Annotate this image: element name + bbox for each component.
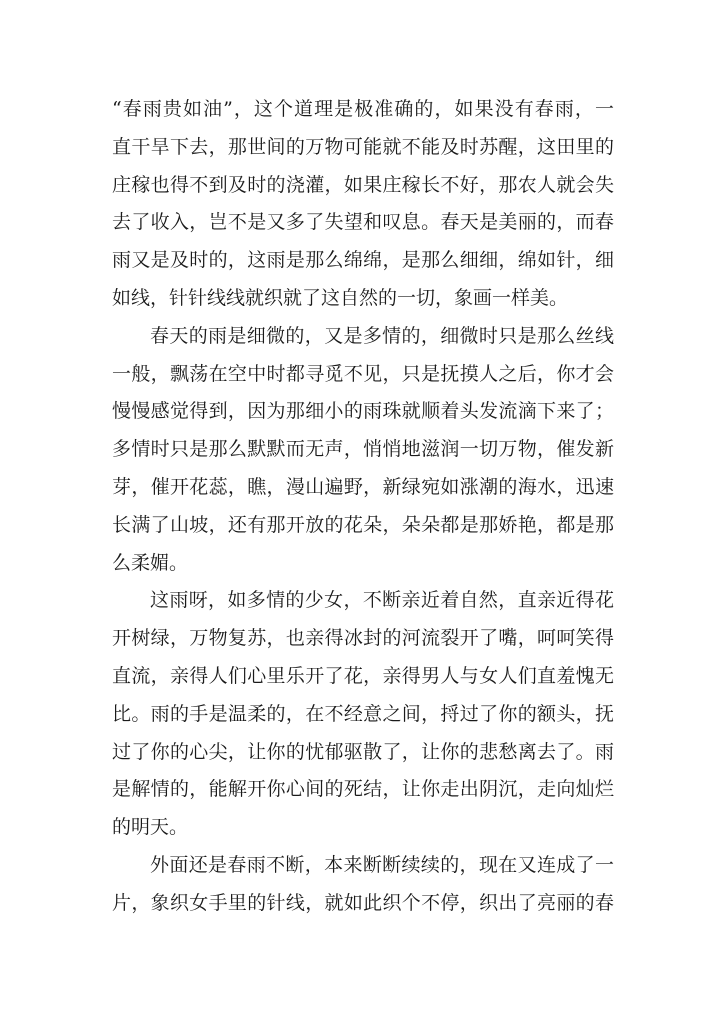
paragraph-1-line-6: 如线，针针线线就织就了这自然的一切，象画一样美。	[112, 286, 569, 309]
paragraph-2-line-2: 一般，飘荡在空中时都寻觅不见，只是抚摸人之后，你才会	[112, 362, 614, 385]
paragraph-1-line-3: 庄稼也得不到及时的浇灌，如果庄稼长不好，那农人就会失	[112, 173, 614, 196]
paragraph-3-line-3: 直流，亲得人们心里乐开了花，亲得男人与女人们直羞愧无	[112, 664, 614, 687]
paragraph-3-line-2: 开树绿，万物复苏，也亲得冰封的河流裂开了嘴，呵呵笑得	[112, 627, 614, 650]
paragraph-2-line-1: 春天的雨是细微的，又是多情的，细微时只是那么丝线	[150, 324, 614, 347]
paragraph-1-line-1: “春雨贵如油”，这个道理是极准确的，如果没有春雨，一	[112, 98, 614, 120]
paragraph-2-line-3: 慢慢感觉得到，因为那细小的雨珠就顺着头发流滴下来了；	[112, 400, 614, 423]
paragraph-1-line-4: 去了收入，岂不是又多了失望和叹息。春天是美丽的，而春	[112, 211, 614, 234]
paragraph-2-line-7: 么柔媚。	[112, 551, 189, 574]
paragraph-3-line-6: 是解情的，能解开你心间的死结，让你走出阴沉，走向灿烂	[112, 778, 614, 801]
paragraph-4-line-2: 片，象织女手里的针线，就如此织个不停，织出了亮丽的春	[112, 891, 614, 914]
paragraph-1-line-2: 直干旱下去，那世间的万物可能就不能及时苏醒，这田里的	[112, 135, 614, 158]
paragraph-1-line-5: 雨又是及时的，这雨是那么绵绵，是那么细细，绵如针，细	[112, 249, 614, 272]
paragraph-3-line-4: 比。雨的手是温柔的，在不经意之间，捋过了你的额头，抚	[112, 702, 614, 725]
document-body	[112, 91, 614, 923]
paragraph-2-line-5: 芽，催开花蕊，瞧，漫山遍野，新绿宛如涨潮的海水，迅速	[112, 475, 614, 498]
paragraph-2-line-6: 长满了山坡，还有那开放的花朵，朵朵都是那娇艳，都是那	[112, 513, 614, 536]
paragraph-3-line-7: 的明天。	[112, 816, 189, 839]
paragraph-3-line-5: 过了你的心尖，让你的忧郁驱散了，让你的悲愁离去了。雨	[112, 740, 614, 763]
paragraph-3-line-1: 这雨呀，如多情的少女，不断亲近着自然，直亲近得花	[150, 589, 614, 612]
paragraph-4-line-1: 外面还是春雨不断，本来断断续续的，现在又连成了一	[150, 853, 614, 876]
paragraph-2-line-4: 多情时只是那么默默而无声，悄悄地滋润一切万物，催发新	[112, 438, 614, 461]
